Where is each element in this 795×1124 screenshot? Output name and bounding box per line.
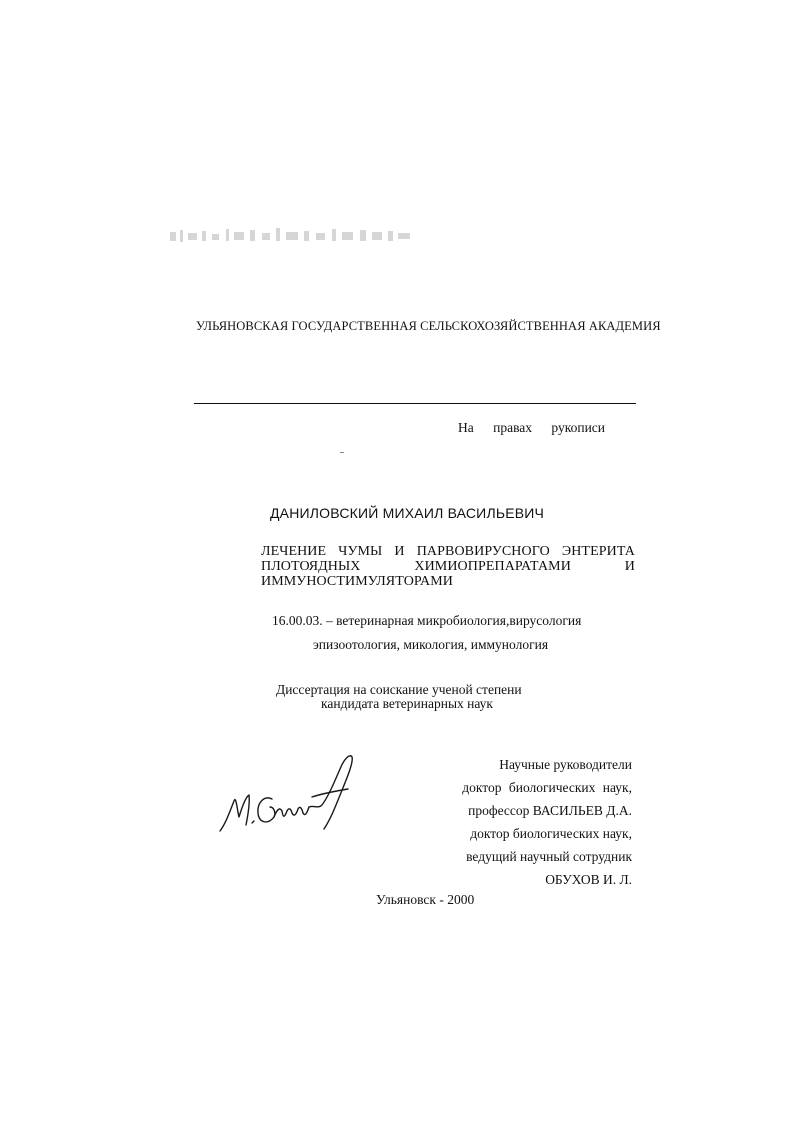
advisor-2-name: ОБУХОВ И. Л. — [545, 872, 632, 887]
specialty-line-1: 16.00.03. – ветеринарная микробиология,вирусология — [272, 613, 582, 628]
author-name: ДАНИЛОВСКИЙ МИХАИЛ ВАСИЛЬЕВИЧ — [270, 505, 545, 521]
scan-speck — [340, 452, 344, 453]
degree-line-1: Диссертация на соискание ученой степени — [276, 682, 522, 697]
dissertation-title: ЛЕЧЕНИЕ ЧУМЫ И ПАРВОВИРУСНОГО ЭНТЕРИТА ПЛОТОЯДНЫХ ХИМИОПРЕПАРАТАМИ И ИММУНОСТИМУЛЯТОРАМИ — [261, 544, 635, 589]
institution-name: УЛЬЯНОВСКАЯ ГОСУДАРСТВЕННАЯ СЕЛЬСКОХОЗЯЙСТВЕННАЯ АКАДЕМИЯ — [196, 319, 661, 333]
city-year: Ульяновск - 2000 — [376, 892, 475, 907]
header-divider — [194, 403, 636, 404]
advisors-heading: Научные руководители — [499, 757, 632, 772]
degree-line-2: кандидата ветеринарных наук — [321, 696, 493, 711]
advisor-1-name: профессор ВАСИЛЬЕВ Д.А. — [468, 803, 632, 818]
scan-noise — [170, 222, 420, 248]
advisor-2-position: ведущий научный сотрудник — [466, 849, 632, 864]
advisor-2-degree: доктор биологических наук, — [470, 826, 632, 841]
specialty-line-2: эпизоотология, микология, иммунология — [313, 637, 549, 652]
author-signature — [212, 745, 362, 840]
advisor-1-degree: доктор биологических наук, — [462, 780, 632, 795]
rights-note: На правах рукописи — [458, 420, 606, 435]
